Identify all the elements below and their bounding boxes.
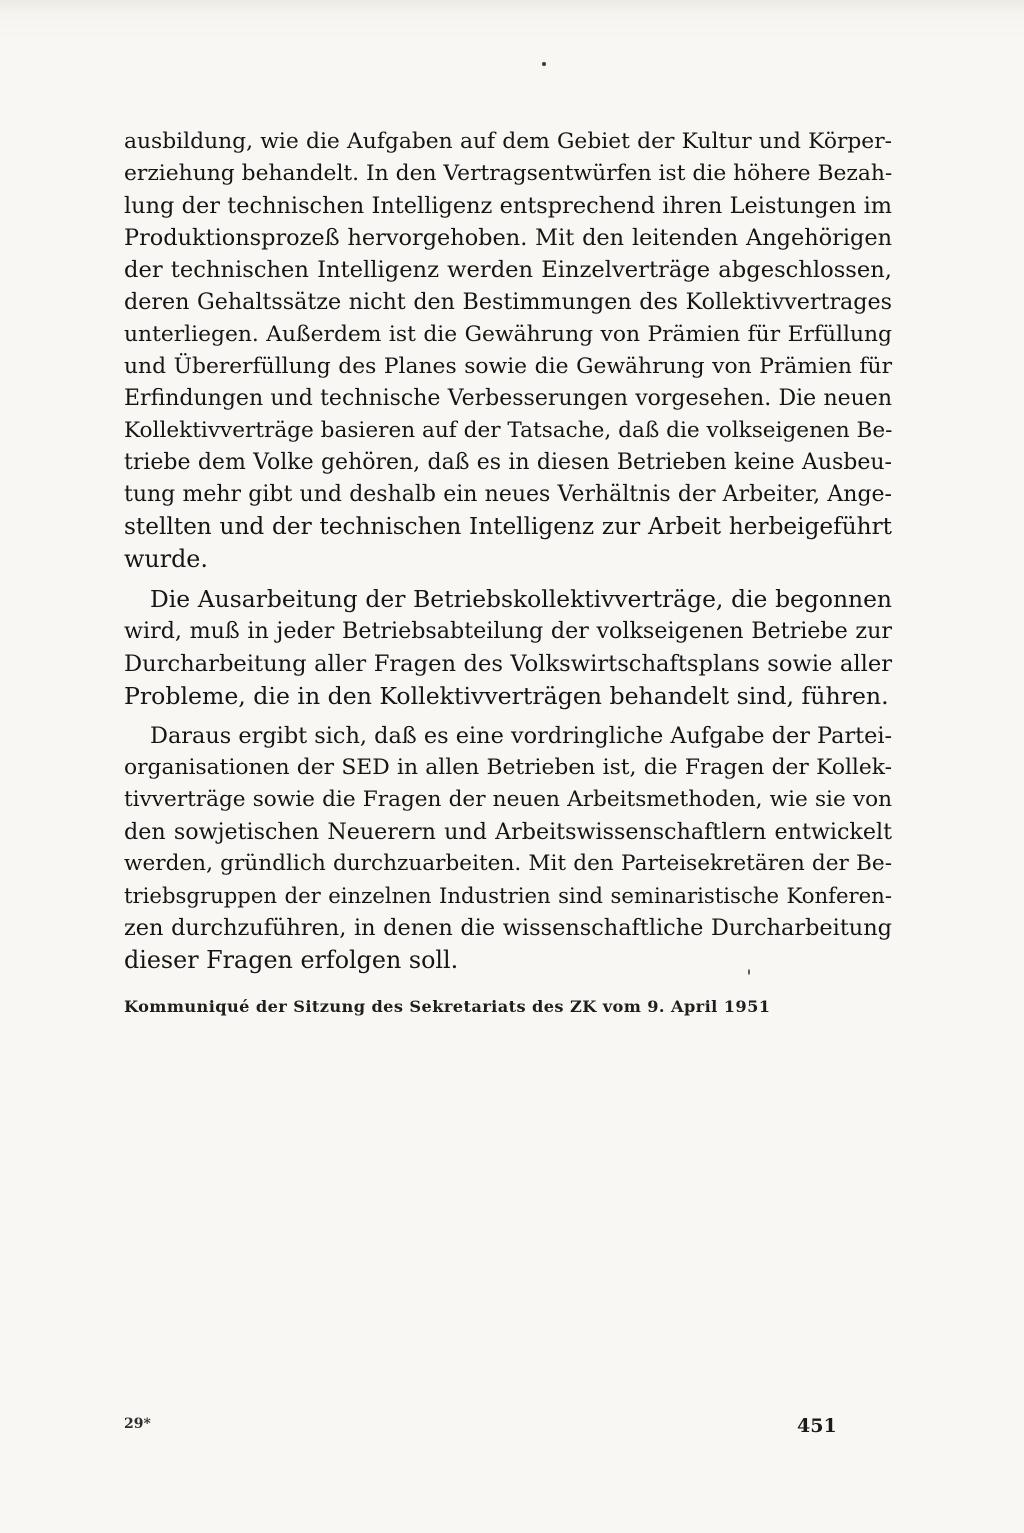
text-line: Kollektivverträge basieren auf der Tatsache, daß die volkseigenen Be- <box>124 417 893 443</box>
signature-mark: 29* <box>124 1416 151 1432</box>
text-line: stellten und der technischen Intelligenz zur Arbeit herbeigeführt <box>124 513 892 541</box>
text-line: organisationen der SED in allen Betrieben ist, die Fragen der Kollek- <box>124 754 892 780</box>
text-line: triebsgruppen der einzelnen Industrien sind seminaristische Konferen- <box>124 883 892 909</box>
paragraph-2 <box>124 583 892 711</box>
text-line: zen durchzuführen, in denen die wissenschaftliche Durcharbeitung <box>124 915 892 942</box>
text-line: Probleme, die in den Kollektivverträgen behandelt sind, führen. <box>124 681 889 710</box>
text-line: Durcharbeitung aller Fragen des Volkswirtschaftsplans sowie aller <box>124 650 892 677</box>
text-line: wurde. <box>124 545 208 574</box>
text-line: dieser Fragen erfolgen soll. <box>124 946 459 975</box>
text-line: tung mehr gibt und deshalb ein neues Verhältnis der Arbeiter, Ange- <box>124 482 892 508</box>
paragraph-1 <box>124 126 892 575</box>
text-line: wird, muß in jeder Betriebsabteilung der volkseigenen Betriebe zur <box>124 618 892 645</box>
scan-speck <box>542 62 546 66</box>
text-line: Erfindungen und technische Verbesserungen vorgesehen. Die neuen <box>124 385 892 411</box>
text-line: ausbildung, wie die Aufgaben auf dem Gebiet der Kultur und Körper- <box>124 129 892 154</box>
text-line: erziehung behandelt. In den Vertragsentwürfen ist die höhere Bezah- <box>124 161 893 187</box>
body-text <box>124 126 892 976</box>
text-line: Die Ausarbeitung der Betriebskollektivverträge, die begonnen <box>150 585 892 614</box>
text-line: unterliegen. Außerdem ist die Gewährung von Prämien für Erfüllung <box>124 321 892 347</box>
text-line: den sowjetischen Neuerern und Arbeitswissenschaftlern entwickelt <box>124 818 892 845</box>
page-number: 451 <box>797 1415 837 1437</box>
text-line: tivverträge sowie die Fragen der neuen Arbeitsmethoden, wie sie von <box>124 786 892 812</box>
text-line: werden, gründlich durchzuarbeiten. Mit den Parteisekretären der Be- <box>124 851 892 877</box>
paragraph-gap <box>124 575 892 583</box>
text-line: und Übererfüllung des Planes sowie die Gewährung von Prämien für <box>124 353 892 379</box>
text-line: deren Gehaltssätze nicht den Bestimmungen des Kollektivvertrages <box>124 289 892 316</box>
text-line: Daraus ergibt sich, daß es eine vordringliche Aufgabe der Partei- <box>150 722 893 749</box>
paragraph-gap <box>124 712 892 720</box>
text-line: triebe dem Volke gehören, daß es in diesen Betrieben keine Ausbeu- <box>124 449 892 475</box>
text-line: der technischen Intelligenz werden Einzelverträge abgeschlossen, <box>124 257 892 284</box>
paragraph-3 <box>124 720 892 977</box>
source-note: Kommuniqué der Sitzung des Sekretariats des ZK vom 9. April 1951 <box>124 997 771 1016</box>
text-line: Produktionsprozeß hervorgehoben. Mit den leitenden Angehörigen <box>124 225 892 252</box>
text-line: lung der technischen Intelligenz entsprechend ihren Leistungen im <box>124 193 892 220</box>
